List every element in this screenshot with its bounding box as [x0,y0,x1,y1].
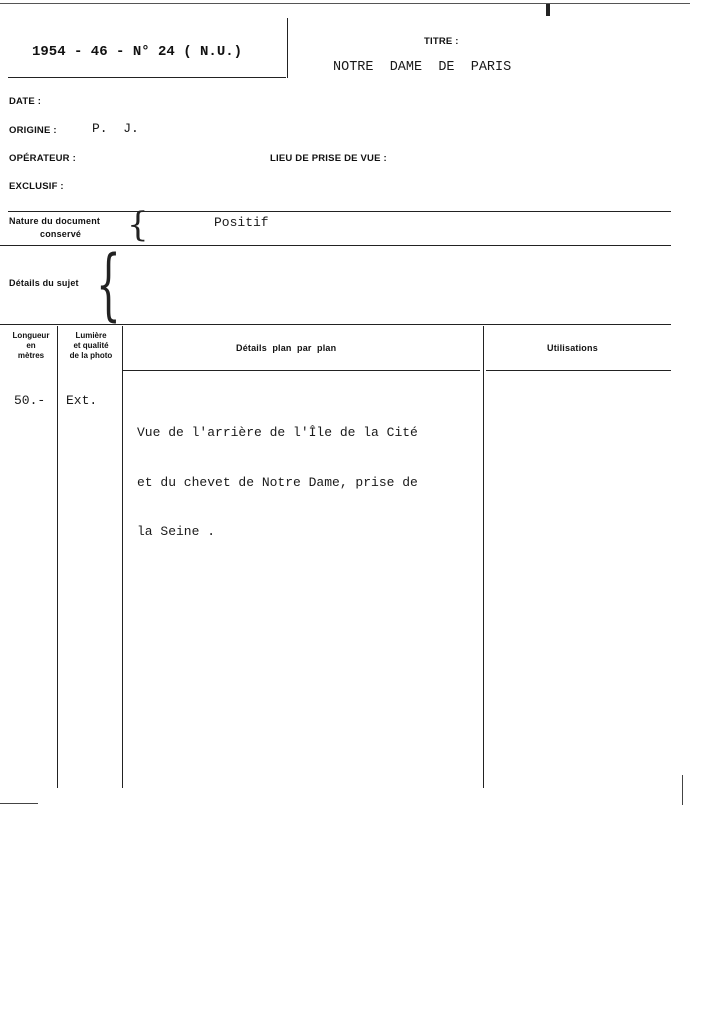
nature-top-rule [8,211,671,212]
bottom-left-edge-mark [0,803,38,804]
origine-label: ORIGINE : [9,125,57,136]
titre-label: TITRE : [424,36,459,47]
reference-divider [287,18,288,78]
header-lumiere: Lumière et qualité de la photo [69,331,113,360]
reference-underline [8,77,286,78]
column-line-2 [122,326,123,788]
reference-number: 1954 - 46 - N° 24 ( N.U.) [32,44,243,60]
details-sujet-brace: { [96,240,121,330]
exclusif-label: EXCLUSIF : [9,181,64,192]
row-longueur: 50.- [14,393,46,408]
column-line-3 [483,326,484,788]
nature-value: Positif [214,215,269,230]
header-rule-utilisations [486,370,671,371]
row-details: Vue de l'arrière de l'Île de la Cité et du chevet de Notre Dame, prise de la Seine . [137,425,418,539]
scan-mark [546,4,550,16]
nature-label-line2: conservé [40,229,82,239]
row-lumiere: Ext. [66,393,98,408]
details-sujet-label: Détails du sujet [9,278,79,288]
header-utilisations: Utilisations [547,343,598,353]
header-longueur: Longueur en mètres [12,331,50,360]
date-label: DATE : [9,96,42,107]
titre-value: NOTRE DAME DE PARIS [333,60,512,75]
operateur-label: OPÉRATEUR : [9,153,76,164]
top-edge-line [0,3,690,4]
nature-brace: { [127,205,149,245]
nature-label-line1: Nature du document [9,216,101,226]
header-details: Détails plan par plan [236,343,337,353]
bottom-right-edge-mark [682,775,683,805]
header-rule-details [122,370,480,371]
table-top-rule [0,324,671,325]
origine-value: P. J. [92,121,139,136]
column-line-1 [57,326,58,788]
lieu-label: LIEU DE PRISE DE VUE : [270,153,387,164]
